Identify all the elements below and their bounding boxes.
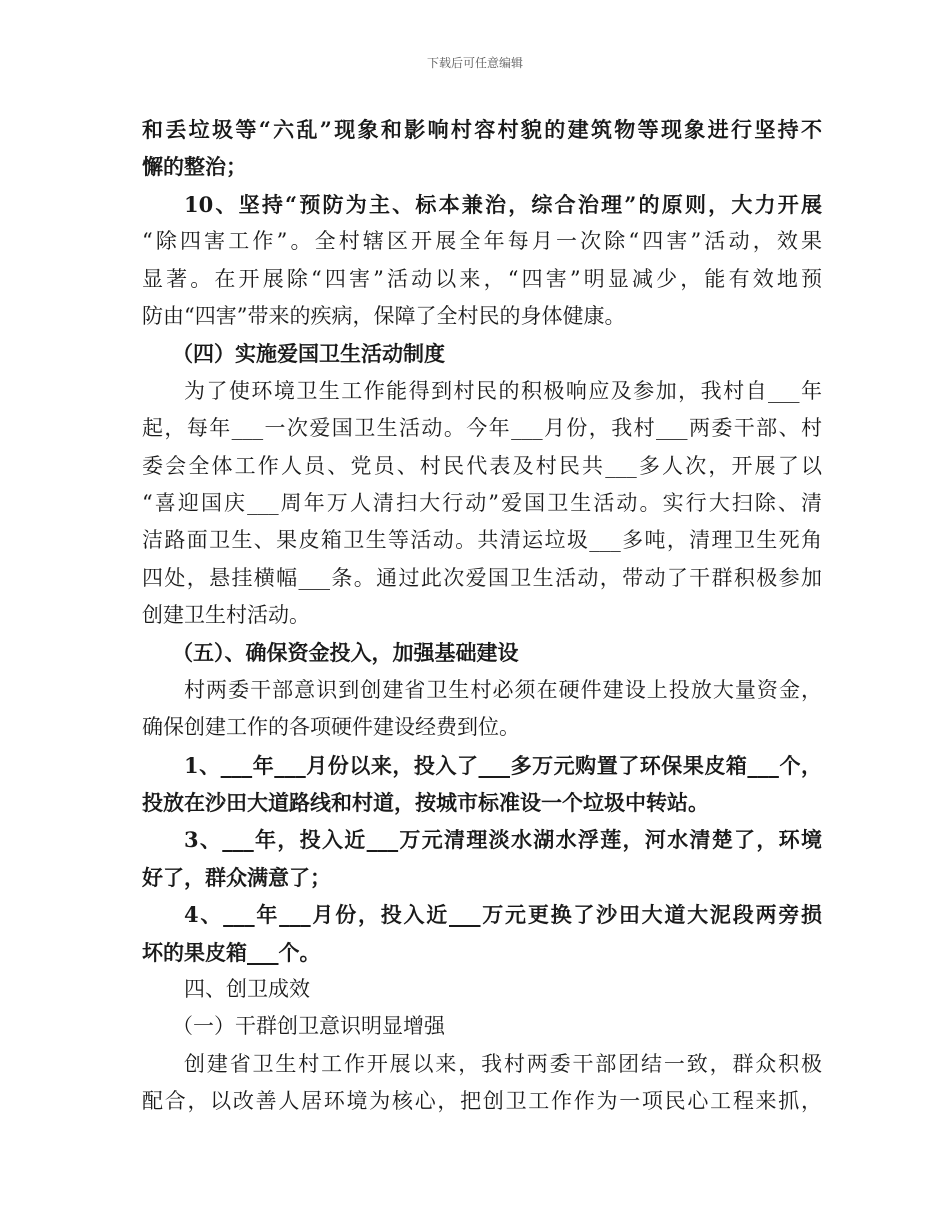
text-line: 好了，群众满意了； [142,864,331,890]
text-line: 显著。在开展除“四害”活动以来，“四害”明显减少，能有效地预 [142,266,822,291]
text-line: “喜迎国庆___周年万人清扫大行动”爱国卫生活动。实行大扫除、清 [142,490,822,515]
text-line: 配合，以改善人居环境为核心，把创卫工作作为一项民心工程来抓， [142,1089,822,1114]
text-line: 1、___年___月份以来，投入了___多万元购置了环保果皮箱___个， [184,752,822,778]
text-line: 确保创建工作的各项硬件建设经费到位。 [142,715,520,740]
text-line: 3、___年，投入近___万元清理淡水湖水浮莲，河水清楚了，环境 [184,827,822,853]
text-line: （四）实施爱国卫生活动制度 [172,341,445,367]
text-line: 起，每年___一次爱国卫生活动。今年___月份，我村___两委干部、村 [142,416,822,441]
text-line: 10、坚持“预防为主、标本兼治，综合治理”的原则，大力开展 [184,191,822,217]
document-body [142,111,822,1121]
text-line: “除四害工作”。全村辖区开展全年每月一次除“四害”活动，效果 [142,229,822,254]
text-line: 懈的整治； [142,154,247,180]
text-line: 创建卫生村活动。 [142,603,310,628]
text-line: 洁路面卫生、果皮箱卫生等活动。共清运垃圾___多吨，清理卫生死角 [142,528,822,553]
text-line: 防由“四害”带来的疾病，保障了全村民的身体健康。 [142,303,626,328]
text-line: 创建省卫生村工作开展以来，我村两委干部团结一致，群众积极 [184,1051,822,1076]
text-line: 为了使环境卫生工作能得到村民的积极响应及参加，我村自___年 [184,378,822,403]
text-line: 4、___年___月份，投入近___万元更换了沙田大道大泥段两旁损 [184,902,822,928]
text-line: 委会全体工作人员、党员、村民代表及村民共___多人次，开展了以 [142,453,822,478]
text-line: （一）干群创卫意识明显增强 [172,1014,445,1039]
text-line: 坏的果皮箱___个。 [142,939,321,965]
text-line: 村两委干部意识到创建省卫生村必须在硬件建设上投放大量资金， [184,677,822,702]
text-line: 四、创卫成效 [184,976,310,1001]
text-line: 和丢垃圾等“六乱”现象和影响村容村貌的建筑物等现象进行坚持不 [142,117,822,142]
text-line: 投放在沙田大道路线和村道，按城市标准设一个垃圾中转站。 [142,790,709,816]
text-line: （五）、确保资金投入，加强基础建设 [172,640,519,666]
text-line: 四处，悬挂横幅___条。通过此次爱国卫生活动，带动了干群积极参加 [142,565,822,590]
page-header: 下载后可任意编辑 [426,56,523,70]
